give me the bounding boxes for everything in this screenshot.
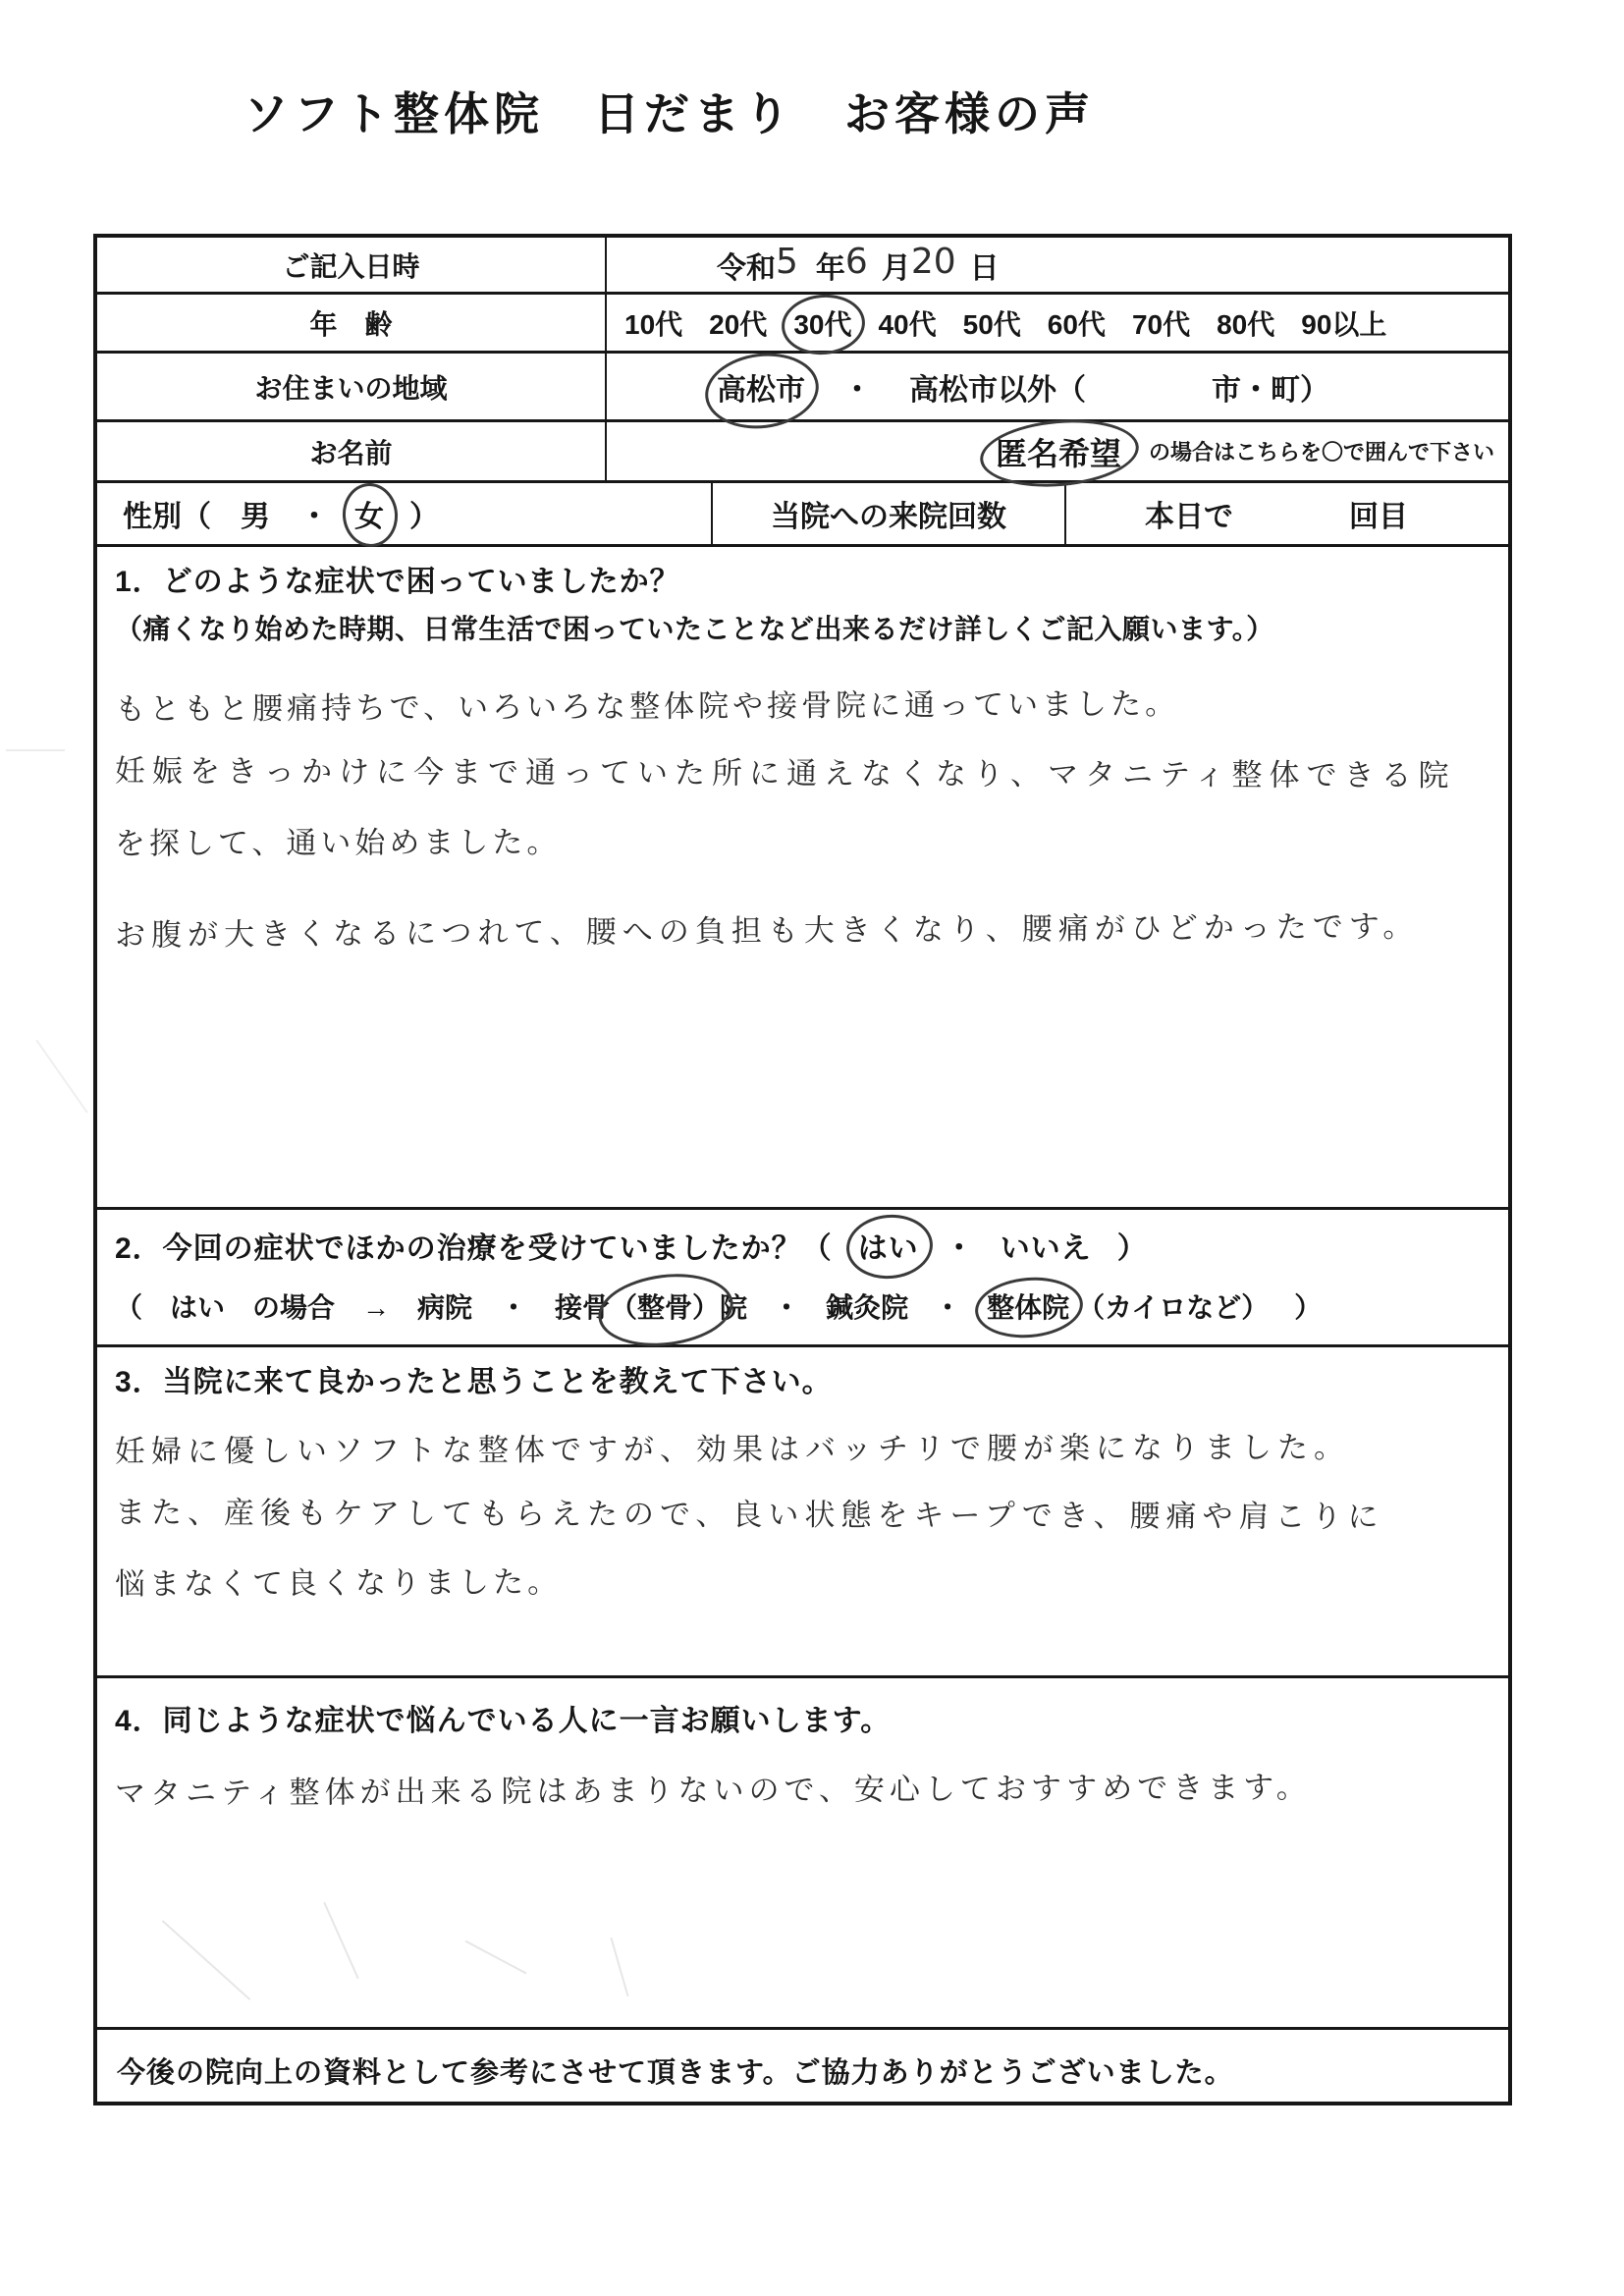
age-row (97, 295, 1508, 354)
question2-dot1: ・ (944, 1232, 975, 1265)
age-option-50s: 50代 (962, 308, 1021, 340)
anonymous-note: の場合はこちらを〇で囲んで下さい (1148, 440, 1494, 465)
region-option-other: 高松市以外（ (909, 373, 1086, 407)
question3-answer-line3: 悩まなくて良くなりました。 (114, 1564, 563, 1603)
region-option-takamatsu-circled: 高松市 (717, 365, 805, 409)
question4-section (97, 1678, 1508, 2030)
scan-artifact-mark (35, 1040, 87, 1114)
question1-section (97, 547, 1508, 1210)
age-option-20s: 20代 (709, 308, 768, 340)
question1-answer-line4: お腹が大きくなるにつれて、腰への負担も大きくなり、腰痛がひどかったです。 (114, 908, 1420, 954)
year-unit-label: 年 (815, 251, 845, 285)
page-title: ソフト整体院 日だまり お客様の声 (244, 88, 1095, 139)
name-value-cell (607, 422, 1508, 480)
gender-label-open: 性別（ 男 ・ (123, 501, 329, 533)
age-option-10s: 10代 (624, 308, 683, 340)
question1-subheading: （痛くなり始めた時期、日常生活で困っていたことなど出来るだけ詳しくご記入願います。） (115, 614, 1274, 644)
question2-heading: 2．今回の症状でほかの治療を受けていましたか？（ (115, 1232, 833, 1265)
question2-section (97, 1210, 1508, 1347)
region-label: お住まいの地域 (254, 372, 448, 404)
question2-sub-line (115, 1286, 1492, 1326)
region-options (607, 354, 1508, 419)
age-label: 年 齢 (309, 308, 393, 340)
day-handwritten-value: 20 (910, 242, 956, 282)
scan-artifact-mark (6, 749, 65, 751)
month-handwritten-value: 6 (844, 242, 868, 282)
age-options (607, 295, 1508, 351)
date-label-cell (97, 238, 607, 292)
region-separator-dot: ・ (842, 373, 872, 407)
gender-visits-row (97, 483, 1508, 547)
question2-kairo-note: （カイロなど） (1077, 1292, 1270, 1323)
question2-option-no: いいえ (1000, 1232, 1092, 1265)
question2-in-suffix: 院 (720, 1292, 748, 1323)
question2-heading-line (115, 1224, 1492, 1267)
age-option-90plus: 90以上 (1301, 308, 1387, 340)
question3-section (97, 1347, 1508, 1678)
question2-option-seitai-circled: 整体院 (987, 1286, 1069, 1326)
question2-dot2: ・ (773, 1292, 801, 1323)
age-option-60s: 60代 (1047, 308, 1106, 340)
region-other-close: 市・町） (1212, 373, 1329, 407)
question2-dot3: ・ (934, 1292, 962, 1323)
region-row (97, 354, 1508, 422)
footer-row (97, 2030, 1508, 2102)
question2-close2: ） (1294, 1292, 1323, 1323)
question1-answer-line2: 妊娠をきっかけに今まで通っていた所に通えなくなり、マタニティ整体できる院 (114, 753, 1456, 794)
age-option-30s-circled: 30代 (793, 303, 851, 343)
question1-answer-line3: を探して、通い始めました。 (114, 824, 562, 862)
month-unit-label: 月 (881, 251, 911, 285)
date-row (97, 238, 1508, 295)
age-option-70s: 70代 (1131, 308, 1191, 340)
date-label: ご記入日時 (282, 250, 420, 282)
question4-heading: 4．同じような症状で悩んでいる人に一言お願いします。 (115, 1705, 892, 1737)
gender-label-close: ） (409, 501, 439, 533)
name-row (97, 422, 1508, 483)
region-label-cell (97, 354, 607, 419)
question2-option-yes-circled: はい (858, 1224, 919, 1267)
question3-heading: 3．当院に来て良かったと思うことを教えて下さい。 (115, 1366, 833, 1398)
visits-label-cell (713, 483, 1066, 544)
visits-times-unit: 回目 (1349, 501, 1408, 533)
question2-sub-prefix: （ はい の場合 → 病院 ・ 接骨 (115, 1292, 611, 1323)
age-label-cell (97, 295, 607, 351)
form-table (93, 234, 1512, 2105)
gender-option-female-circled: 女 (354, 492, 384, 535)
era-label: 令和 (717, 251, 776, 285)
visits-value-cell (1066, 483, 1508, 544)
age-option-80s: 80代 (1217, 308, 1275, 340)
date-value-cell (607, 238, 1508, 292)
name-label: お名前 (309, 437, 393, 468)
question1-answer-line1: もともと腰痛持ちで、いろいろな整体院や接骨院に通っていました。 (114, 685, 1180, 728)
year-handwritten-value: 5 (776, 242, 798, 282)
gender-cell (97, 483, 713, 544)
question3-answer-line1: 妊婦に優しいソフトな整体ですが、効果はバッチリで腰が楽になりました。 (114, 1430, 1351, 1470)
question3-answer-line2: また、産後もケアしてもらえたので、良い状態をキープでき、腰痛や肩こりに (114, 1495, 1384, 1536)
question4-answer-line1: マタニティ整体が出来る院はあまりないので、安心しておすすめできます。 (114, 1770, 1312, 1812)
anonymous-option-circled: 匿名希望 (996, 429, 1121, 474)
question2-option-seikotsu-circled: （整骨） (610, 1286, 720, 1326)
question1-heading: 1．どのような症状で困っていましたか？ (115, 566, 680, 598)
question2-option-harikyu: 鍼灸院 (826, 1292, 909, 1323)
age-option-40s: 40代 (878, 308, 937, 340)
visits-label: 当院への来院回数 (771, 501, 1006, 533)
footer-note: 今後の院向上の資料として参考にさせて頂きます。ご協力ありがとうございました。 (117, 2057, 1234, 2089)
question2-close1: ） (1116, 1232, 1148, 1265)
visits-today-label: 本日で (1145, 501, 1233, 533)
day-unit-label: 日 (969, 251, 1000, 285)
name-label-cell (97, 422, 607, 480)
